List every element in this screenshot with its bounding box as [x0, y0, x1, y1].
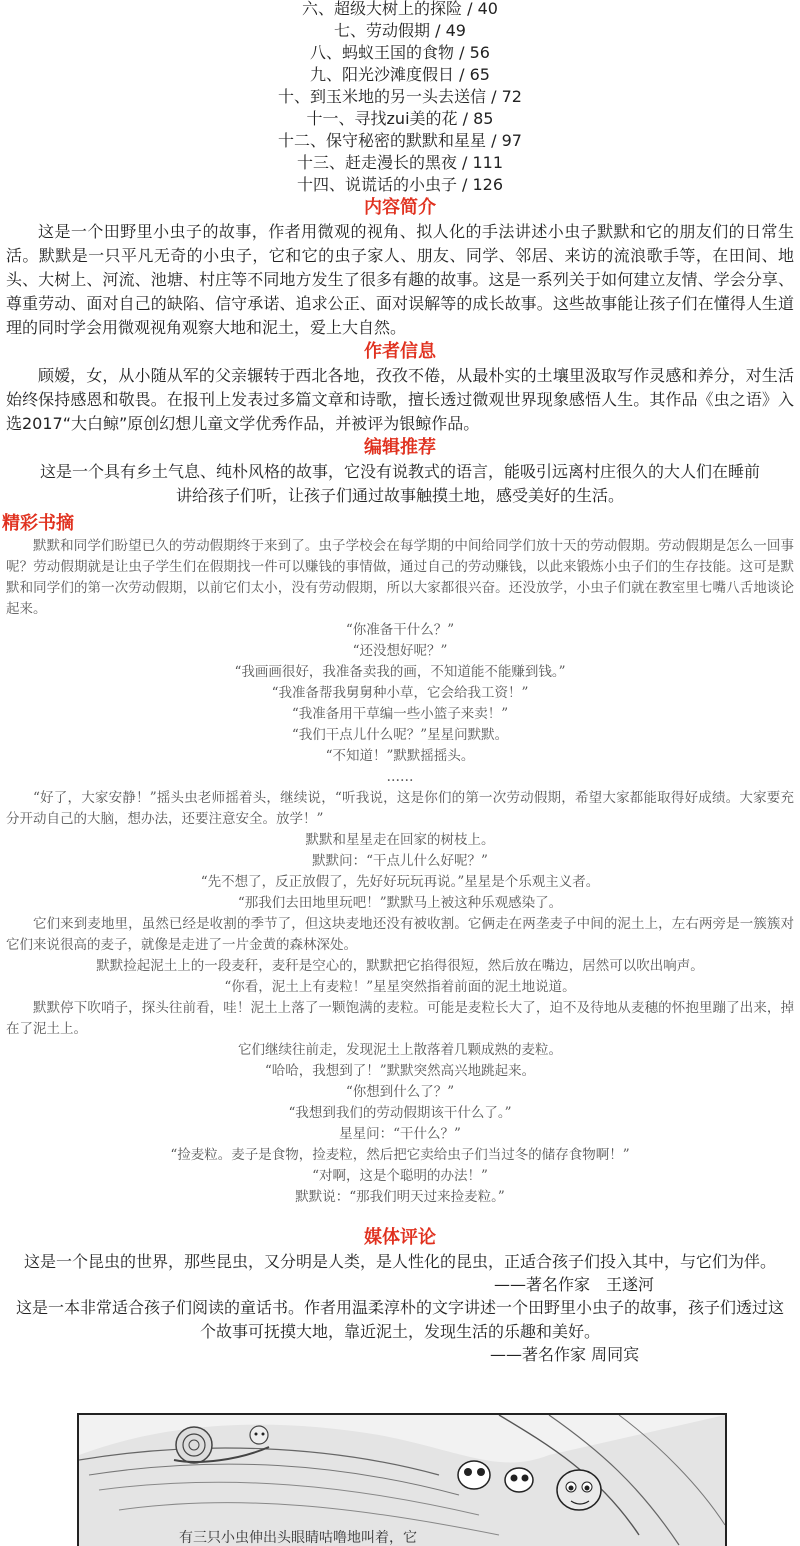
excerpt-paragraph: ……	[386, 769, 414, 785]
excerpt-paragraph: “捡麦粒。麦子是食物，捡麦粒，然后把它卖给虫子们当过冬的储存食物啊！”	[170, 1147, 630, 1163]
excerpt-paragraph: “那我们去田地里玩吧！”默默马上被这种乐观感染了。	[237, 895, 563, 911]
excerpt-paragraph: 默默捡起泥土上的一段麦秆，麦秆是空心的，默默把它掐得很短，然后放在嘴边，居然可以吹出响声。	[96, 958, 704, 974]
author-text: 顾嫒，女，从小随从军的父亲辗转于西北各地，孜孜不倦，从最朴实的土壤里汲取写作灵感和养分，对生活始终保持感恩和敬畏。在报刊上发表过多篇文章和诗歌，擅长透过微观世界现象感悟人生。其作品《虫之语》入选2017“大白鲸”原创幻想儿童文学优秀作品，并被评为银鲸作品。	[6, 366, 794, 433]
excerpt-paragraph: 默默停下吹哨子，探头往前看，哇！泥土上落了一颗饱满的麦粒。可能是麦粒长大了，迫不及待地从麦穗的怀抱里蹦了出来，掉在了泥土上。	[6, 1000, 794, 1037]
excerpt-paragraph: 默默和星星走在回家的树枝上。	[305, 832, 495, 848]
editor-text: 这是一个具有乡土气息、纯朴风格的故事，它没有说教式的语言，能吸引远离村庄很久的大人们在睡前讲给孩子们听，让孩子们通过故事触摸土地，感受美好的生活。	[40, 462, 761, 505]
excerpt-paragraph: 星星问：“干什么？”	[339, 1126, 461, 1142]
excerpt-paragraph: “先不想了，反正放假了，先好好玩玩再说。”星星是个乐观主义者。	[200, 874, 600, 890]
excerpt-paragraph: “我想到我们的劳动假期该干什么了。”	[288, 1105, 512, 1121]
author-heading: 作者信息	[364, 341, 436, 362]
excerpt-paragraph: “你看，泥土上有麦粒！”星星突然指着前面的泥土地说道。	[224, 979, 576, 995]
intro-text: 这是一个田野里小虫子的故事，作者用微观的视角、拟人化的手法讲述小虫子默默和它的朋友们的日常生活。默默是一只平凡无奇的小虫子，它和它的虫子家人、朋友、同学、邻居、来访的流浪歌手等，在田间、地头、大树上、河流、池塘、村庄等不同地方发生了很多有趣的故事。这是一系列关于如何建立友情、学会分享、尊重劳动、面对自己的缺陷、信守承诺、追求公正、面对误解等的成长故事。这些故事能让孩子们在懂得人生道理的同时学会用微观视角观察大地和泥土，爱上大自然。	[6, 222, 794, 337]
excerpt-paragraph: “我们干点儿什么呢？”星星问默默。	[291, 727, 509, 743]
excerpt-paragraph: 默默和同学们盼望已久的劳动假期终于来到了。虫子学校会在每学期的中间给同学们放十天的劳动假期。劳动假期是怎么一回事呢？劳动假期就是让虫子学生们在假期找一件可以赚钱的事情做，通过自己的劳动赚钱，以此来锻炼小虫子们的生存技能。这可是默默和同学们的第一次劳动假期，以前它们太小，没有劳动假期，所以大家都很兴奋。还没放学，小虫子们就在教室里七嘴八舌地谈论起来。	[6, 538, 794, 617]
excerpt-paragraph: “哈哈，我想到了！”默默突然高兴地跳起来。	[264, 1063, 536, 1079]
excerpt-paragraph: “你准备干什么？”	[345, 622, 455, 638]
excerpt-paragraph: 默默问：“干点儿什么好呢？”	[312, 853, 488, 869]
intro-heading: 内容简介	[364, 197, 436, 218]
media-signature: ——著名作家 周同宾	[490, 1345, 640, 1364]
book-illustration	[77, 1413, 727, 1546]
toc-item[interactable]: 六、超级大树上的探险 / 40	[302, 0, 498, 18]
excerpt-paragraph: “对啊，这是个聪明的办法！”	[312, 1168, 488, 1184]
editor-heading: 编辑推荐	[364, 437, 436, 458]
toc-item[interactable]: 十四、说谎话的小虫子 / 126	[296, 175, 504, 194]
toc-item[interactable]: 十一、寻找zui美的花 / 85	[306, 109, 494, 128]
excerpt-paragraph: “还没想好呢？”	[352, 643, 448, 659]
toc-item[interactable]: 九、阳光沙滩度假日 / 65	[310, 65, 490, 84]
toc-item[interactable]: 八、蚂蚁王国的食物 / 56	[310, 43, 490, 62]
media-review: 这是一本非常适合孩子们阅读的童话书。作者用温柔淳朴的文字讲述一个田野里小虫子的故事，孩子们透过这个故事可抚摸大地，靠近泥土，发现生活的乐趣和美好。	[15, 1298, 784, 1341]
table-of-contents	[0, 0, 800, 196]
excerpt-body	[0, 536, 800, 1208]
toc-item[interactable]: 七、劳动假期 / 49	[334, 21, 466, 40]
excerpt-paragraph: 默默说：“那我们明天过来捡麦粒。”	[295, 1189, 505, 1205]
illustration-caption: 有三只小虫伸出头眼睛咕噜地叫着，它	[179, 1530, 417, 1546]
excerpt-paragraph: “我准备帮我舅舅种小草，它会给我工资！”	[271, 685, 529, 701]
media-signature: ——著名作家 王遂河	[494, 1275, 655, 1294]
toc-item[interactable]: 十、到玉米地的另一头去送信 / 72	[278, 87, 522, 106]
excerpt-paragraph: “我画画很好，我准备卖我的画，不知道能不能赚到钱。”	[234, 664, 566, 680]
excerpt-paragraph: 它们来到麦地里，虽然已经是收割的季节了，但这块麦地还没有被收割。它俩走在两垄麦子中间的泥土上，左右两旁是一簇簇对它们来说很高的麦子，就像是走进了一片金黄的森林深处。	[6, 916, 794, 953]
excerpt-paragraph: “好了，大家安静！”摇头虫老师摇着头，继续说，“听我说，这是你们的第一次劳动假期，希望大家都能取得好成绩。大家要充分开动自己的大脑，想办法，还要注意安全。放学！”	[6, 790, 794, 827]
toc-item[interactable]: 十二、保守秘密的默默和星星 / 97	[278, 131, 522, 150]
excerpt-paragraph: “不知道！”默默摇摇头。	[325, 748, 475, 764]
excerpt-paragraph: “你想到什么了？”	[345, 1084, 455, 1100]
toc-item[interactable]: 十三、赶走漫长的黑夜 / 111	[296, 153, 504, 172]
excerpt-paragraph: 它们继续往前走，发现泥土上散落着几颗成熟的麦粒。	[238, 1042, 562, 1058]
excerpt-heading: 精彩书摘	[2, 513, 74, 534]
excerpt-paragraph: “我准备用干草编一些小篮子来卖！”	[291, 706, 509, 722]
media-heading: 媒体评论	[364, 1227, 436, 1248]
media-review: 这是一个昆虫的世界，那些昆虫，又分明是人类，是人性化的昆虫，正适合孩子们投入其中，与它们为伴。	[23, 1252, 776, 1271]
